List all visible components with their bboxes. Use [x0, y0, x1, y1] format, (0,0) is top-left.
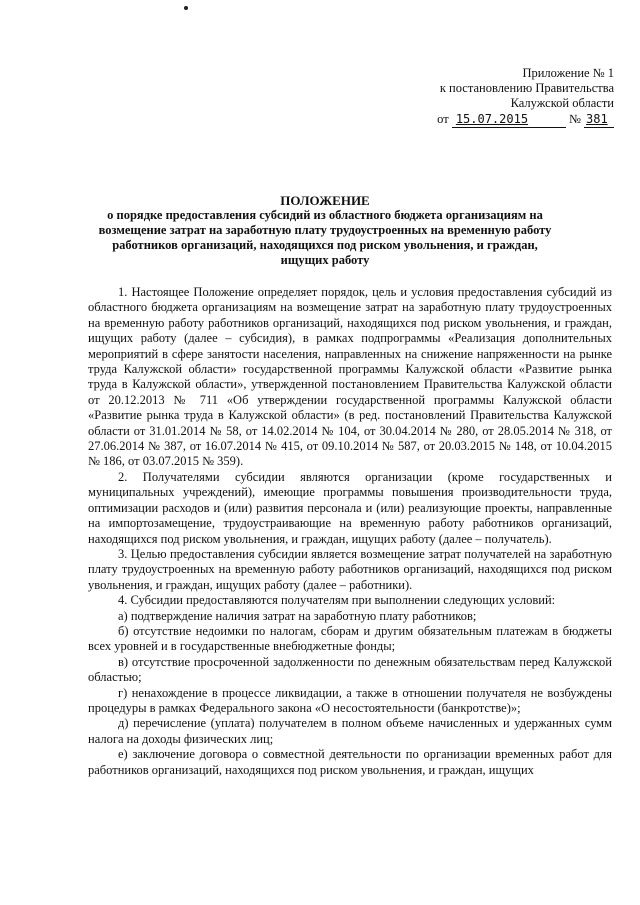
- paragraph-1: 1. Настоящее Положение определяет порядок, цель и условия предоставления субсидий из областного бюджета организациям на возмещение затрат на заработную плату трудоустроенных на временную работу работников организаций, находящихся под риском увольнения, и граждан, ищущих работу (далее – субсидия), в рамках подпрограммы «Реализация дополнительных мероприятий в сфере занятости населения, направленных на снижение напряженности на рынке труда Калужской области» государственной программы Калужской области «Развитие рынка труда в Калужской области», утвержденной постановлением Правительства Калужской области от 20.12.2013 № 711 «Об утверждении государственной программы Калужской области «Развитие рынка труда в Калужской области» (в ред. постановлений Правительства Калужской области от 31.01.2014 № 58, от 14.02.2014 № 104, от 30.04.2014 № 280, от 28.05.2014 № 318, от 27.06.2014 № 387, от 16.07.2014 № 415, от 09.10.2014 № 587, от 20.03.2015 № 148, от 10.04.2015 № 186, от 03.07.2015 № 359).: [88, 285, 612, 469]
- number-value: 381: [586, 112, 608, 126]
- number-prefix: №: [568, 112, 581, 126]
- title-heading: ПОЛОЖЕНИЕ: [280, 193, 370, 208]
- title-line-3: работников организаций, находящихся под риском увольнения, и граждан,: [112, 238, 538, 252]
- condition-d: г) ненахождение в процессе ликвидации, а также в отношении получателя не возбуждены процедуры в рамках Федерального закона «О несостоятельности (банкротстве)»;: [88, 685, 612, 715]
- condition-c: в) отсутствие просроченной задолженности по денежным обязательствам перед Калужской областью;: [88, 654, 612, 685]
- condition-e: д) перечисление (уплата) получателем в полном объеме начисленных и удержанных сумм налога на доходы физических лиц;: [88, 716, 612, 746]
- document-body: [88, 285, 612, 778]
- appendix-line-3: Калужской области: [510, 96, 614, 110]
- appendix-line-1: Приложение № 1: [522, 66, 614, 80]
- condition-f: е) заключение договора о совместной деятельности по организации временных работ для работников организаций, находящихся под риском увольнения, и граждан, ищущих: [88, 747, 612, 777]
- date-value: 15.07.2015: [455, 112, 529, 126]
- scan-dot: [184, 6, 188, 10]
- paragraph-3: 3. Целью предоставления субсидии является возмещение затрат получателей на заработную плату трудоустроенных на временную работу работников организаций, находящихся под риском увольнения, и граждан, ищущих работу (далее – работники).: [88, 546, 612, 592]
- appendix-date-line: [437, 112, 614, 128]
- date-prefix: от: [437, 112, 449, 126]
- title-line-1: о порядке предоставления субсидий из областного бюджета организациям на: [107, 208, 543, 222]
- document-title: [70, 193, 580, 268]
- condition-a: а) подтверждение наличия затрат на заработную плату работников;: [118, 608, 477, 623]
- paragraph-2: 2. Получателями субсидии являются организации (кроме государственных и муниципальных учреждений), имеющие программы повышения производительности труда, оптимизации расходов и (или) развития персонала и (или) реализующие проекты, направленные на импортозамещение, трудоустраивающие на временную работу работников организаций, находящихся под риском увольнения, и граждан, ищущих работу (далее – получатель).: [88, 469, 612, 546]
- condition-b: б) отсутствие недоимки по налогам, сборам и другим обязательным платежам в бюджеты всех уровней и в государственные внебюджетные фонды;: [88, 623, 612, 654]
- paragraph-4: 4. Субсидии предоставляются получателям при выполнении следующих условий:: [118, 593, 556, 608]
- appendix-header: [437, 66, 614, 128]
- date-field: [452, 112, 566, 128]
- appendix-line-2: к постановлению Правительства: [439, 81, 614, 95]
- title-line-2: возмещение затрат на заработную плату трудоустроенных на временную работу: [98, 223, 552, 237]
- title-line-4: ищущих работу: [280, 253, 370, 267]
- number-field: [584, 112, 614, 128]
